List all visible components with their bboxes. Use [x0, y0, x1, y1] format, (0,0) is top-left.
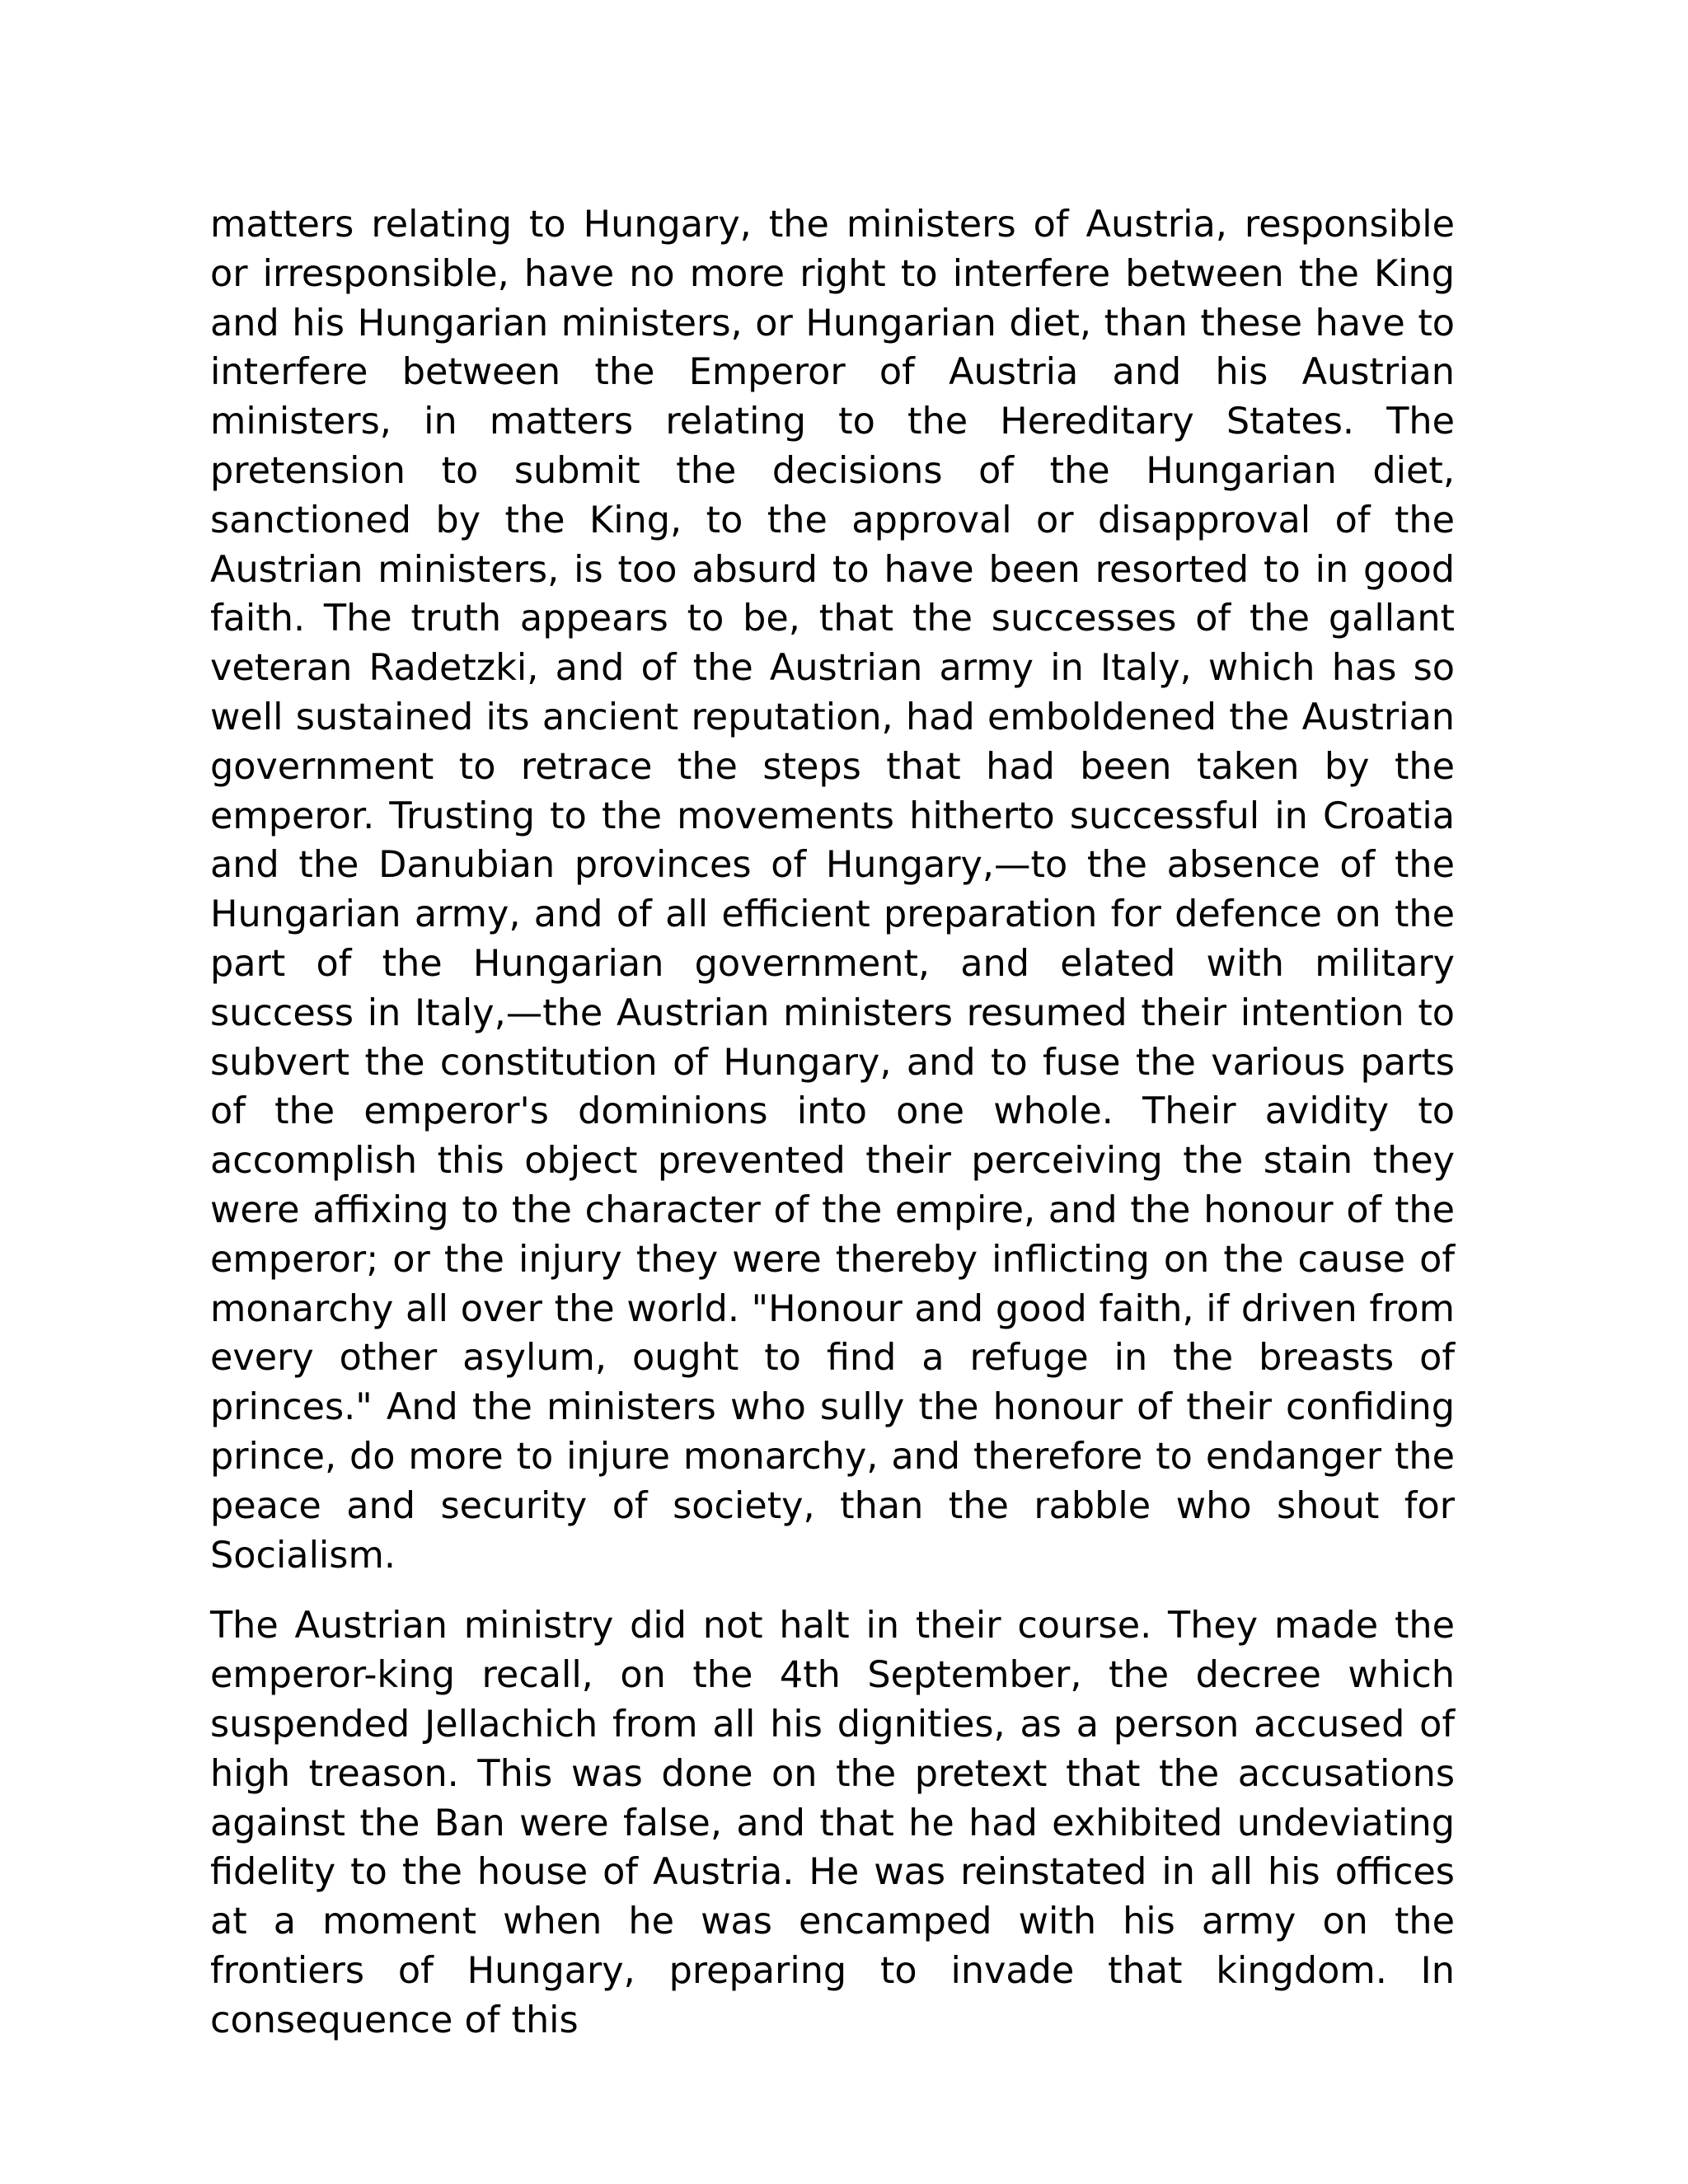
paragraph-1: matters relating to Hungary, the ministers of Austria, responsible or irresponsible, have no more right to interfere between the King and his Hungarian ministers, or Hungarian diet, than these have to interfere between the Emperor of Austria and his Austrian ministers, in matters relating to the Hereditary States. The pretension to submit the decisions of the Hungarian diet, sanctioned by the King, to the approval or disapproval of the Austrian ministers, is too absurd to have been resorted to in good faith. The truth appears to be, that the successes of the gallant veteran Radetzki, and of the Austrian army in Italy, which has so well sustained its ancient reputation, had emboldened the Austrian government to retrace the steps that had been taken by the emperor. Trusting to the movements hitherto successful in Croatia and the Danubian provinces of Hungary,—to the absence of the Hungarian army, and of all efficient preparation for defence on the part of the Hungarian government, and elated with military success in Italy,—the Austrian ministers resumed their intention to subvert the constitution of Hungary, and to fuse the various parts of the emperor's dominions into one whole. Their avidity to accomplish this object prevented their perceiving the stain they were affixing to the character of the empire, and the honour of the emperor; or the injury they were thereby inflicting on the cause of monarchy all over the world. "Honour and good faith, if driven from every other asylum, ought to find a refuge in the breasts of princes." And the ministers who sully the honour of their confiding prince, do more to injure monarchy, and therefore to endanger the peace and security of society, than the rabble who shout for Socialism. [210, 204, 1455, 1577]
document-page [210, 200, 1455, 2045]
paragraph-2: The Austrian ministry did not halt in their course. They made the emperor-king recall, on the 4th September, the decree which suspended Jellachich from all his dignities, as a person accused of high treason. This was done on the pretext that the accusations against the Ban were false, and that he had exhibited undeviating fidelity to the house of Austria. He was reinstated in all his offices at a moment when he was encamped with his army on the frontiers of Hungary, preparing to invade that kingdom. In consequence of this [210, 1605, 1455, 2041]
